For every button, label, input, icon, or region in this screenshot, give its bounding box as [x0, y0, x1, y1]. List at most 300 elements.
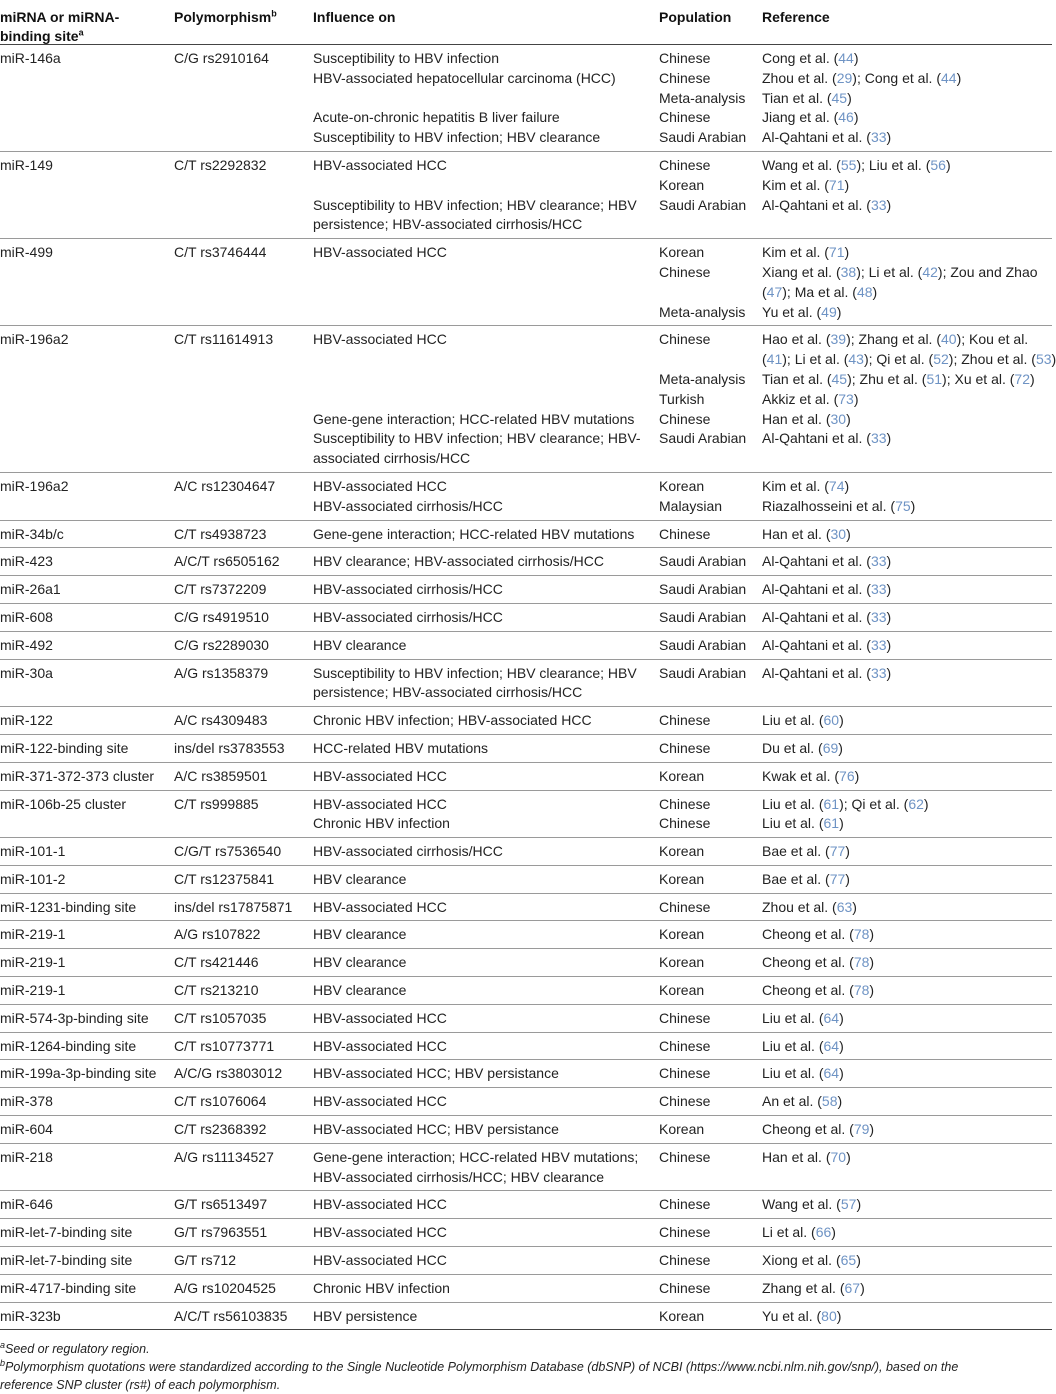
reference-author: Yu et al. ( [762, 1307, 822, 1324]
influence-line: HBV-associated HCC [313, 477, 447, 494]
reference-number-link[interactable]: 38 [840, 263, 857, 280]
reference-number-link[interactable]: 33 [870, 553, 887, 570]
reference-number-link[interactable]: 42 [922, 263, 938, 280]
reference-author: Han et al. ( [762, 410, 831, 427]
cell-polymorphism: ins/del rs17875871 [174, 893, 313, 921]
table-row [0, 326, 1052, 473]
cell-population [659, 707, 762, 735]
cell-reference [762, 1247, 1052, 1275]
cell-polymorphism: A/C rs3859501 [174, 762, 313, 790]
reference-number-link[interactable]: 33 [870, 430, 887, 447]
reference-number-link[interactable]: 30 [830, 410, 847, 427]
reference-author: Bae et al. ( [762, 843, 830, 860]
influence-line: HBV-associated hepatocellular carcinoma (HCC) [313, 69, 616, 86]
reference-line [762, 981, 1052, 1001]
reference-author: ; Li et al. ( [860, 263, 923, 280]
reference-number-link[interactable]: 80 [821, 1307, 837, 1324]
reference-number-link[interactable]: 78 [853, 954, 870, 971]
cell-mirna: miR-let-7-binding site [0, 1219, 174, 1247]
reference-line [762, 1307, 1052, 1327]
reference-author: ( [762, 351, 767, 368]
header-influence: Influence on [313, 0, 659, 45]
reference-author: ( [762, 283, 767, 300]
population-line: Chinese [659, 815, 711, 832]
reference-close: ) [886, 581, 892, 598]
reference-number-link[interactable]: 45 [831, 89, 848, 106]
reference-author: Cong et al. ( [762, 50, 839, 66]
cell-influence [313, 893, 659, 921]
cell-population [659, 1060, 762, 1088]
reference-author: ; Liu et al. ( [861, 156, 931, 173]
reference-line [762, 552, 1052, 572]
cell-reference [762, 949, 1052, 977]
reference-close: ) [956, 69, 962, 86]
influence-line: HBV persistence [313, 1307, 418, 1324]
table-header-row [0, 0, 1052, 45]
reference-close: ) [886, 636, 892, 653]
cell-population [659, 151, 762, 238]
cell-mirna: miR-218 [0, 1143, 174, 1191]
table-row [0, 1032, 1052, 1060]
reference-number-link[interactable]: 51 [926, 370, 943, 387]
population-line: Korean [659, 926, 705, 943]
reference-author: ; Ma et al. ( [786, 283, 857, 300]
cell-influence [313, 1191, 659, 1219]
population-line: Meta-analysis [659, 303, 746, 320]
population-line: Chinese [659, 69, 711, 86]
header-polymorphism [174, 0, 313, 45]
cell-influence [313, 977, 659, 1005]
cell-influence [313, 1219, 659, 1247]
reference-line [762, 767, 1052, 787]
reference-author: ; Qi et al. ( [868, 351, 934, 368]
table-row [0, 151, 1052, 238]
reference-number-link[interactable]: 33 [870, 196, 887, 213]
cell-mirna: miR-219-1 [0, 977, 174, 1005]
cell-population [659, 548, 762, 576]
population-line: Korean [659, 870, 705, 887]
cell-mirna: miR-574-3p-binding site [0, 1004, 174, 1032]
header-polymorphism-label: Polymorphism [174, 9, 272, 25]
reference-number-link[interactable]: 29 [836, 69, 853, 86]
table-row [0, 921, 1052, 949]
header-mirna [0, 0, 174, 45]
reference-line [762, 953, 1052, 973]
reference-number-link[interactable]: 46 [838, 109, 854, 126]
reference-number-link[interactable]: 60 [823, 712, 840, 729]
population-line: Meta-analysis [659, 370, 746, 387]
header-mirna-line2: binding site [0, 28, 79, 44]
reference-number-link[interactable]: 33 [870, 664, 887, 681]
cell-polymorphism: A/G rs11134527 [174, 1143, 313, 1191]
population-line: Chinese [659, 50, 711, 66]
cell-reference [762, 576, 1052, 604]
header-population: Population [659, 0, 762, 45]
reference-line [762, 303, 1052, 323]
cell-influence [313, 1060, 659, 1088]
cell-population [659, 893, 762, 921]
cell-reference [762, 1219, 1052, 1247]
cell-reference [762, 326, 1056, 473]
reference-number-link[interactable]: 74 [828, 477, 845, 494]
table-row [0, 707, 1052, 735]
reference-close: ) [782, 283, 787, 300]
reference-number-link[interactable]: 44 [941, 69, 957, 86]
reference-line [762, 1148, 1052, 1168]
reference-close: ) [782, 351, 787, 368]
cell-population [659, 1219, 762, 1247]
cell-reference [762, 603, 1052, 631]
cell-polymorphism: C/T rs11614913 [174, 326, 313, 473]
reference-number-link[interactable]: 71 [828, 244, 845, 261]
cell-mirna: miR-219-1 [0, 949, 174, 977]
reference-number-link[interactable]: 69 [822, 739, 839, 756]
population-line: Chinese [659, 1279, 711, 1296]
table-row [0, 977, 1052, 1005]
table-row [0, 762, 1052, 790]
reference-number-link[interactable]: 63 [836, 898, 853, 915]
table-row [0, 239, 1052, 326]
cell-polymorphism: C/T rs4938723 [174, 520, 313, 548]
reference-author: Liu et al. ( [762, 1037, 824, 1054]
cell-reference [762, 1302, 1052, 1330]
reference-close: ) [839, 1065, 844, 1082]
influence-line: persistence; HBV-associated cirrhosis/HCC [313, 684, 583, 701]
cell-polymorphism: A/C/T rs56103835 [174, 1302, 313, 1330]
reference-number-link[interactable]: 73 [838, 390, 854, 407]
reference-number-link[interactable]: 33 [870, 581, 887, 598]
population-line: Malaysian [659, 497, 723, 514]
cell-influence [313, 790, 659, 838]
reference-line [762, 636, 1052, 656]
table-row [0, 1088, 1052, 1116]
influence-line: HBV-associated HCC [313, 767, 447, 784]
population-line: Chinese [659, 525, 711, 542]
cell-polymorphism: A/G rs1358379 [174, 659, 313, 707]
reference-number-link[interactable]: 77 [829, 843, 846, 860]
reference-line [762, 1009, 1052, 1029]
population-line: Saudi Arabian [659, 129, 747, 146]
reference-author: ; Zou and Zhao [942, 263, 1038, 280]
influence-line [313, 390, 659, 410]
cell-reference [762, 893, 1052, 921]
reference-close: ) [869, 982, 875, 999]
cell-influence [313, 1116, 659, 1144]
reference-line [762, 1120, 1052, 1140]
reference-number-link[interactable]: 47 [766, 283, 783, 300]
cell-polymorphism: C/T rs1057035 [174, 1004, 313, 1032]
reference-author: Han et al. ( [762, 1148, 831, 1165]
reference-number-link[interactable]: 61 [823, 815, 840, 832]
cell-reference [762, 659, 1052, 707]
cell-influence [313, 1032, 659, 1060]
influence-line: HCC-related HBV mutations [313, 739, 489, 756]
reference-close: ) [863, 351, 869, 368]
reference-number-link[interactable]: 71 [828, 176, 845, 193]
table-row [0, 734, 1052, 762]
influence-line: Chronic HBV infection [313, 1279, 450, 1296]
population-line: Korean [659, 982, 705, 999]
cell-reference [762, 1274, 1052, 1302]
reference-close: ) [846, 331, 851, 348]
cell-influence [313, 1247, 659, 1275]
reference-line [762, 580, 1052, 600]
table-row [0, 1247, 1052, 1275]
cell-polymorphism: C/T rs2368392 [174, 1116, 313, 1144]
population-line: Chinese [659, 712, 711, 729]
footnote-a-mark: a [0, 1340, 6, 1351]
population-line: Turkish [659, 390, 705, 407]
cell-population [659, 865, 762, 893]
cell-polymorphism: C/G rs4919510 [174, 603, 313, 631]
cell-reference [762, 1143, 1052, 1191]
reference-close: ) [856, 1252, 861, 1269]
reference-line [762, 1279, 1052, 1299]
reference-close: ) [838, 739, 843, 756]
reference-number-link[interactable]: 76 [839, 767, 855, 784]
influence-line: HBV clearance; HBV-associated cirrhosis/HCC [313, 553, 604, 570]
reference-line [762, 370, 1052, 390]
reference-close: ) [945, 156, 951, 173]
reference-close: ) [854, 767, 860, 784]
reference-number-link[interactable]: 77 [829, 870, 846, 887]
reference-line [762, 283, 1052, 303]
cell-mirna: miR-30a [0, 659, 174, 707]
reference-number-link[interactable]: 52 [933, 351, 949, 368]
reference-close: ) [831, 1224, 836, 1241]
footnotes [0, 1330, 1052, 1394]
reference-author: Liu et al. ( [762, 815, 824, 832]
reference-number-link[interactable]: 62 [908, 795, 924, 812]
reference-number-link[interactable]: 75 [895, 497, 911, 514]
reference-author: Al-Qahtani et al. ( [762, 129, 871, 146]
influence-line: HBV-associated HCC [313, 244, 447, 261]
reference-author: Li et al. ( [762, 1224, 816, 1241]
cell-influence [313, 45, 659, 152]
cell-reference [762, 1116, 1052, 1144]
reference-close: ) [869, 954, 875, 971]
footnote-mark-b: b [271, 8, 277, 19]
reference-line [762, 1223, 1052, 1243]
header-mirna-line1: miRNA or miRNA- [0, 9, 120, 25]
reference-close: ) [839, 795, 844, 812]
reference-close: ) [853, 50, 859, 66]
reference-author: Al-Qahtani et al. ( [762, 553, 871, 570]
reference-author: Xiang et al. ( [762, 263, 841, 280]
reference-number-link[interactable]: 57 [840, 1196, 857, 1213]
reference-line [762, 410, 1052, 430]
influence-line: Gene-gene interaction; HCC-related HBV mutations [313, 410, 635, 427]
population-line: Chinese [659, 898, 711, 915]
influence-line: HBV-associated HCC; HBV persistance [313, 1121, 559, 1138]
population-line: Chinese [659, 331, 711, 348]
reference-close: ) [956, 331, 962, 348]
reference-author: Liu et al. ( [762, 1065, 824, 1082]
influence-line: Chronic HBV infection; HBV-associated HCC [313, 712, 592, 729]
reference-number-link[interactable]: 67 [844, 1279, 861, 1296]
reference-number-link[interactable]: 40 [941, 331, 957, 348]
reference-number-link[interactable]: 64 [823, 1065, 840, 1082]
cell-influence [313, 326, 659, 473]
reference-number-link[interactable]: 58 [821, 1093, 838, 1110]
reference-number-link[interactable]: 78 [853, 982, 870, 999]
reference-number-link[interactable]: 61 [823, 795, 840, 812]
reference-number-link[interactable]: 39 [830, 331, 847, 348]
reference-number-link[interactable]: 44 [838, 50, 854, 66]
cell-population [659, 576, 762, 604]
reference-close: ) [948, 351, 954, 368]
table-row [0, 472, 1052, 520]
cell-polymorphism: C/T rs3746444 [174, 239, 313, 326]
population-line: Saudi Arabian [659, 608, 747, 625]
reference-close: ) [839, 815, 844, 832]
influence-line: Susceptibility to HBV infection; HBV clearance [313, 129, 601, 146]
footnote-b-mark: b [0, 1358, 6, 1369]
reference-line [762, 1037, 1052, 1057]
influence-line: HBV-associated HCC [313, 898, 447, 915]
cell-polymorphism: A/C/T rs6505162 [174, 548, 313, 576]
reference-close: ) [872, 283, 878, 300]
cell-influence [313, 472, 659, 520]
reference-line [762, 739, 1052, 759]
reference-line [762, 49, 1052, 69]
reference-close: ) [937, 263, 943, 280]
population-line: Chinese [659, 1037, 711, 1054]
influence-line [313, 370, 659, 390]
reference-close: ) [886, 129, 892, 146]
reference-number-link[interactable]: 33 [870, 129, 887, 146]
cell-influence [313, 762, 659, 790]
reference-number-link[interactable]: 53 [1035, 351, 1052, 368]
reference-line [762, 842, 1052, 862]
cell-polymorphism: C/T rs10773771 [174, 1032, 313, 1060]
reference-line [762, 108, 1052, 128]
reference-author: Kim et al. ( [762, 244, 829, 261]
reference-author: Wang et al. ( [762, 1196, 841, 1213]
population-line: Saudi Arabian [659, 196, 747, 213]
cell-polymorphism: A/G rs107822 [174, 921, 313, 949]
cell-reference [762, 1088, 1052, 1116]
footnote-b [0, 1358, 1052, 1376]
reference-number-link[interactable]: 55 [840, 156, 857, 173]
cell-mirna: miR-let-7-binding site [0, 1247, 174, 1275]
cell-reference [762, 1004, 1052, 1032]
reference-number-link[interactable]: 66 [815, 1224, 832, 1241]
reference-number-link[interactable]: 33 [870, 608, 887, 625]
reference-close: ) [847, 370, 852, 387]
cell-polymorphism: C/T rs7372209 [174, 576, 313, 604]
population-line: Chinese [659, 1065, 711, 1082]
cell-mirna: miR-604 [0, 1116, 174, 1144]
population-line: Chinese [659, 1224, 711, 1241]
reference-author: Akkiz et al. ( [762, 390, 839, 407]
influence-line: Acute-on-chronic hepatitis B liver failure [313, 109, 560, 126]
cell-polymorphism: C/T rs2292832 [174, 151, 313, 238]
cell-mirna: miR-146a [0, 45, 174, 152]
table-row [0, 865, 1052, 893]
population-line: Chinese [659, 795, 711, 812]
reference-author: ; Zhang et al. ( [850, 331, 942, 348]
table-row [0, 1004, 1052, 1032]
reference-number-link[interactable]: 33 [870, 636, 887, 653]
reference-author: Al-Qahtani et al. ( [762, 581, 871, 598]
reference-author: Jiang et al. ( [762, 109, 839, 126]
cell-reference [762, 520, 1052, 548]
influence-line: HBV-associated HCC [313, 795, 447, 812]
reference-number-link[interactable]: 72 [1014, 370, 1030, 387]
population-line: Chinese [659, 1196, 711, 1213]
cell-influence [313, 659, 659, 707]
influence-line: Susceptibility to HBV infection; HBV clearance; HBV- [313, 430, 641, 447]
influence-line: HBV-associated HCC [313, 331, 447, 348]
reference-close: ) [942, 370, 947, 387]
influence-line: HBV-associated HCC [313, 1224, 447, 1241]
reference-close: ) [836, 303, 842, 320]
reference-close: ) [844, 244, 850, 261]
footnote-b-line2: reference SNP cluster (rs#) of each polymorphism. [0, 1378, 281, 1393]
cell-population [659, 659, 762, 707]
influence-line: Susceptibility to HBV infection; HBV clearance; HBV [313, 196, 637, 213]
header-reference: Reference [762, 0, 1052, 45]
reference-number-link[interactable]: 79 [853, 1121, 870, 1138]
cell-influence [313, 921, 659, 949]
reference-line [762, 1092, 1052, 1112]
table-row [0, 1143, 1052, 1191]
reference-close: ) [886, 608, 892, 625]
cell-reference [762, 865, 1052, 893]
footnote-mark-a: a [78, 27, 84, 38]
cell-population [659, 603, 762, 631]
reference-number-link[interactable]: 70 [830, 1148, 847, 1165]
influence-line [313, 176, 659, 196]
reference-close: ) [869, 1121, 875, 1138]
population-line [659, 350, 762, 370]
reference-number-link[interactable]: 45 [831, 370, 848, 387]
population-line: Chinese [659, 1009, 711, 1026]
cell-influence [313, 1274, 659, 1302]
cell-population [659, 1274, 762, 1302]
influence-line: HBV-associated HCC [313, 1252, 447, 1269]
cell-population [659, 1191, 762, 1219]
cell-mirna: miR-1264-binding site [0, 1032, 174, 1060]
cell-polymorphism: C/T rs12375841 [174, 865, 313, 893]
table-row [0, 893, 1052, 921]
reference-number-link[interactable]: 43 [848, 351, 864, 368]
reference-number-link[interactable]: 48 [856, 283, 873, 300]
influence-line: Gene-gene interaction; HCC-related HBV mutations; [313, 1148, 639, 1165]
cell-population [659, 631, 762, 659]
cell-population [659, 1088, 762, 1116]
cell-mirna: miR-646 [0, 1191, 174, 1219]
reference-number-link[interactable]: 65 [840, 1252, 857, 1269]
reference-number-link[interactable]: 64 [823, 1037, 840, 1054]
reference-number-link[interactable]: 56 [930, 156, 946, 173]
reference-number-link[interactable]: 30 [830, 525, 847, 542]
cell-population [659, 520, 762, 548]
cell-population [659, 921, 762, 949]
reference-line [762, 711, 1052, 731]
cell-polymorphism: A/C rs4309483 [174, 707, 313, 735]
cell-mirna: miR-122-binding site [0, 734, 174, 762]
reference-number-link[interactable]: 49 [821, 303, 837, 320]
cell-mirna: miR-26a1 [0, 576, 174, 604]
reference-number-link[interactable]: 78 [853, 926, 870, 943]
population-line: Chinese [659, 1148, 711, 1165]
reference-line [762, 1195, 1052, 1215]
reference-number-link[interactable]: 41 [766, 351, 783, 368]
reference-author: Riazalhosseini et al. ( [762, 497, 896, 514]
reference-number-link[interactable]: 64 [823, 1009, 840, 1026]
